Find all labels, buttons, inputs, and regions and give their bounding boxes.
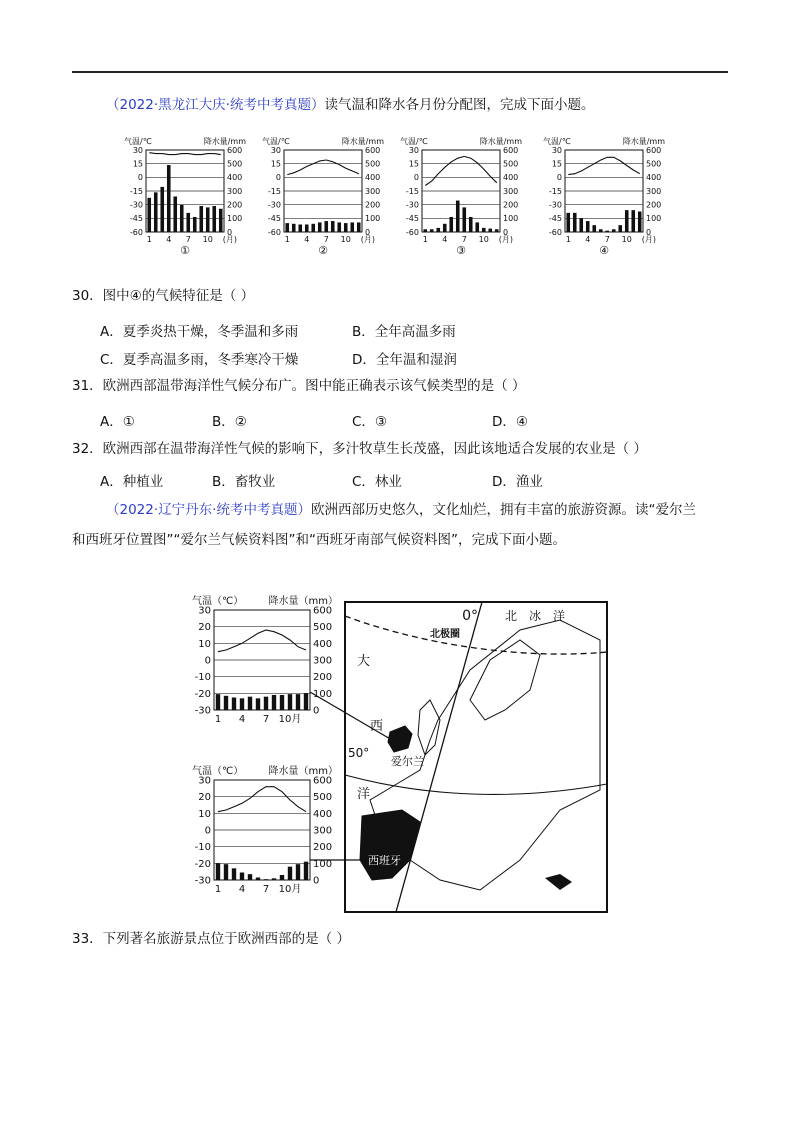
precip-bar-2 xyxy=(154,192,158,232)
precip-bar-4 xyxy=(240,873,244,881)
precip-tick-label: 0 xyxy=(227,227,233,237)
precip-bar-8 xyxy=(331,221,335,232)
temperature-line xyxy=(149,153,221,155)
precip-tick-label: 500 xyxy=(313,622,333,634)
precip-tick-label: 500 xyxy=(313,792,333,804)
precip-bar-10 xyxy=(482,228,486,232)
precip-bar-9 xyxy=(199,206,203,232)
temp-tick-label: -30 xyxy=(194,875,211,887)
precip-bar-8 xyxy=(272,878,276,880)
section2-intro-text-1: 欧洲西部历史悠久，文化灿烂，拥有丰富的旅游资源。读“爱尔兰 xyxy=(310,502,696,518)
precip-bar-1 xyxy=(216,863,220,880)
precip-tick-label: 600 xyxy=(365,145,381,155)
temp-tick-label: 30 xyxy=(198,775,211,787)
temp-tick-label: 20 xyxy=(198,792,211,804)
temp-tick-label: -60 xyxy=(548,227,562,237)
temp-tick-label: -20 xyxy=(194,858,211,870)
precip-axis-label: 降水量/mm xyxy=(203,137,246,146)
temp-tick-label: -20 xyxy=(194,688,211,700)
precip-bar-6 xyxy=(456,201,460,232)
month-tick-label: 10月 xyxy=(278,884,302,895)
climate-charts-row xyxy=(0,125,800,265)
temp-tick-label: -45 xyxy=(267,214,281,224)
precip-tick-label: 300 xyxy=(503,186,519,196)
precip-tick-label: 200 xyxy=(365,200,381,210)
temp-tick-label: 15 xyxy=(132,159,143,169)
month-tick-label: 4 xyxy=(585,235,591,244)
temp-axis-label: 气温/℃ xyxy=(543,137,571,146)
temp-tick-label: -10 xyxy=(194,672,211,684)
precip-tick-label: 0 xyxy=(313,705,320,717)
ireland-label: 爱尔兰 xyxy=(391,755,424,768)
precip-tick-label: 100 xyxy=(646,214,662,224)
precip-bar-10 xyxy=(344,223,348,232)
precip-bar-1 xyxy=(147,198,151,232)
temp-tick-label: 15 xyxy=(551,159,562,169)
precip-bar-9 xyxy=(280,695,284,710)
temp-axis-label: 气温/℃ xyxy=(124,137,152,146)
temp-tick-label: 15 xyxy=(270,159,281,169)
precip-tick-label: 300 xyxy=(313,825,333,837)
month-unit-label: (月) xyxy=(360,235,375,244)
precip-bar-10 xyxy=(206,207,210,232)
precip-tick-label: 100 xyxy=(313,688,333,700)
precip-tick-label: 200 xyxy=(313,842,333,854)
temp-tick-label: -30 xyxy=(548,200,562,210)
temp-axis-label: 气温（℃） xyxy=(192,596,244,607)
precip-tick-label: 500 xyxy=(646,159,662,169)
precip-tick-label: 500 xyxy=(365,159,381,169)
precip-bar-9 xyxy=(280,875,284,880)
month-tick-label: 7 xyxy=(323,235,329,244)
europe-map xyxy=(310,602,607,912)
atlantic-label-3: 洋 xyxy=(357,787,371,802)
precip-tick-label: 0 xyxy=(365,227,371,237)
temp-tick-label: 10 xyxy=(198,638,211,650)
precip-bar-11 xyxy=(631,210,635,232)
precip-tick-label: 400 xyxy=(313,638,333,650)
month-tick-label: 4 xyxy=(304,235,310,244)
month-unit-label: (月) xyxy=(222,235,237,244)
precip-bar-6 xyxy=(256,698,260,710)
climate-chart-ireland xyxy=(192,594,338,725)
temp-tick-label: 30 xyxy=(551,145,562,155)
precip-bar-1 xyxy=(423,229,427,232)
month-tick-label: 4 xyxy=(442,235,448,244)
precip-bar-9 xyxy=(337,222,341,232)
precip-tick-label: 0 xyxy=(313,875,320,887)
chart-caption: ① xyxy=(180,244,190,257)
month-tick-label: 10月 xyxy=(278,714,302,725)
precip-bar-2 xyxy=(224,864,228,880)
precip-bar-1 xyxy=(216,694,220,710)
precip-bar-3 xyxy=(232,698,236,711)
precip-bar-12 xyxy=(219,209,223,232)
arctic-ocean-label: 北 冰 洋 xyxy=(505,609,566,623)
temperature-line xyxy=(568,157,640,174)
precip-axis-label: 降水量/mm xyxy=(341,137,384,146)
precip-bar-5 xyxy=(449,217,453,232)
month-unit-label: (月) xyxy=(641,235,656,244)
precip-bar-5 xyxy=(248,697,252,710)
section2-intro-line1 xyxy=(106,501,696,519)
precip-axis-label: 降水量（mm） xyxy=(268,766,338,777)
section1-intro-text: 读气温和降水各月份分配图，完成下面小题。 xyxy=(324,97,595,113)
q33-stem: 33．下列著名旅游景点位于欧洲西部的是（ ） xyxy=(72,931,350,947)
precip-bar-2 xyxy=(224,696,228,710)
precip-bar-3 xyxy=(232,868,236,880)
precip-bar-8 xyxy=(612,229,616,232)
precip-tick-label: 600 xyxy=(646,145,662,155)
chart-caption: ② xyxy=(318,244,328,257)
precip-bar-9 xyxy=(618,225,622,232)
temp-tick-label: 0 xyxy=(137,173,143,183)
precip-bar-7 xyxy=(264,697,268,710)
precip-tick-label: 400 xyxy=(227,173,243,183)
month-tick-label: 7 xyxy=(262,884,270,895)
temp-tick-label: -10 xyxy=(194,842,211,854)
chart-caption: ④ xyxy=(599,244,609,257)
temp-axis-label: 气温（℃） xyxy=(192,766,244,777)
precip-tick-label: 400 xyxy=(503,173,519,183)
precip-bar-8 xyxy=(193,217,197,232)
q30-option-d[interactable]: D．全年温和湿润 xyxy=(352,352,457,368)
month-tick-label: 1 xyxy=(214,714,222,725)
month-tick-label: 7 xyxy=(604,235,610,244)
temp-tick-label: -30 xyxy=(267,200,281,210)
precip-bar-6 xyxy=(256,878,260,881)
temp-tick-label: 0 xyxy=(204,655,211,667)
precip-tick-label: 400 xyxy=(313,808,333,820)
temp-tick-label: -15 xyxy=(267,186,281,196)
precip-tick-label: 200 xyxy=(313,672,333,684)
temperature-line xyxy=(425,156,497,185)
precip-bar-12 xyxy=(304,693,308,710)
precip-tick-label: 500 xyxy=(503,159,519,169)
month-tick-label: 10 xyxy=(478,235,489,244)
month-tick-label: 1 xyxy=(146,235,152,244)
precip-bar-2 xyxy=(430,229,434,232)
precip-bar-7 xyxy=(462,207,466,232)
temperature-line xyxy=(218,630,306,652)
precip-tick-label: 600 xyxy=(227,145,243,155)
month-tick-label: 7 xyxy=(461,235,467,244)
precip-bar-12 xyxy=(304,862,308,880)
precip-bar-3 xyxy=(298,224,302,232)
q31-stem: 31．欧洲西部温带海洋性气候分布广。图中能正确表示该气候类型的是（ ） xyxy=(72,378,526,394)
precip-bar-10 xyxy=(288,694,292,710)
precip-bar-8 xyxy=(272,695,276,710)
month-tick-label: 1 xyxy=(214,884,222,895)
precip-bar-8 xyxy=(469,217,473,232)
temp-tick-label: -15 xyxy=(548,186,562,196)
temp-tick-label: -15 xyxy=(129,186,143,196)
precip-bar-12 xyxy=(357,222,361,232)
temp-tick-label: -60 xyxy=(267,227,281,237)
temp-tick-label: 15 xyxy=(408,159,419,169)
precip-bar-1 xyxy=(285,223,289,232)
temp-tick-label: -15 xyxy=(405,186,419,196)
month-tick-label: 1 xyxy=(565,235,571,244)
climate-chart-spain xyxy=(192,764,338,895)
precip-bar-3 xyxy=(160,187,164,232)
q32-stem: 32．欧洲西部在温带海洋性气候的影响下，多汁牧草生长茂盛，因此该地适合发展的农业是（ ） xyxy=(72,441,647,457)
temp-tick-label: 0 xyxy=(556,173,562,183)
precip-axis-label: 降水量（mm） xyxy=(268,596,338,607)
temp-tick-label: 10 xyxy=(198,808,211,820)
temp-tick-label: -60 xyxy=(405,227,419,237)
climate-chart-small-1 xyxy=(124,136,246,257)
temp-tick-label: 0 xyxy=(204,825,211,837)
q30-option-c[interactable]: C．夏季高温多雨，冬季寒冷干燥 xyxy=(100,352,299,368)
precip-tick-label: 400 xyxy=(646,173,662,183)
precip-tick-label: 300 xyxy=(227,186,243,196)
atlantic-label-2: 西 xyxy=(370,719,384,734)
temp-tick-label: 20 xyxy=(198,622,211,634)
precip-bar-4 xyxy=(586,221,590,232)
climate-chart-small-3 xyxy=(400,136,522,257)
precip-tick-label: 600 xyxy=(313,775,333,787)
climate-chart-small-2 xyxy=(262,136,384,257)
month-tick-label: 7 xyxy=(262,714,270,725)
precip-bar-5 xyxy=(173,196,177,232)
q32-option-d[interactable]: D．渔业 xyxy=(492,474,543,490)
precip-axis-label: 降水量/mm xyxy=(622,137,665,146)
temp-tick-label: 0 xyxy=(413,173,419,183)
precip-bar-12 xyxy=(495,229,499,232)
temp-tick-label: -45 xyxy=(129,214,143,224)
precip-bar-10 xyxy=(625,210,629,232)
precip-bar-4 xyxy=(167,165,171,232)
precip-tick-label: 300 xyxy=(365,186,381,196)
temp-tick-label: 30 xyxy=(198,605,211,617)
precip-tick-label: 100 xyxy=(503,214,519,224)
arctic-circle-label: 北极圈 xyxy=(430,629,460,640)
q30-option-b[interactable]: B．全年高温多雨 xyxy=(352,324,456,340)
precip-tick-label: 200 xyxy=(227,200,243,210)
precip-tick-label: 400 xyxy=(365,173,381,183)
month-tick-label: 1 xyxy=(422,235,428,244)
chart-caption: ③ xyxy=(456,244,466,257)
precip-bar-2 xyxy=(292,224,296,232)
precip-tick-label: 0 xyxy=(646,227,652,237)
temp-axis-label: 气温/℃ xyxy=(262,137,290,146)
q31-option-c[interactable]: C．③ xyxy=(352,414,388,430)
q31-option-a[interactable]: A．① xyxy=(100,414,135,430)
precip-bar-7 xyxy=(264,879,268,880)
atlantic-label-1: 大 xyxy=(357,654,371,669)
precip-bar-5 xyxy=(311,224,315,232)
q30-stem: 30．图中④的气候特征是（ ） xyxy=(72,288,255,304)
temp-tick-label: 30 xyxy=(408,145,419,155)
precip-tick-label: 200 xyxy=(503,200,519,210)
precip-bar-7 xyxy=(324,221,328,232)
precip-tick-label: 300 xyxy=(313,655,333,667)
section2-intro-line2: 和西班牙位置图”“爱尔兰气候资料图”和“西班牙南部气候资料图”，完成下面小题。 xyxy=(72,532,566,548)
q32-option-c[interactable]: C．林业 xyxy=(352,474,402,490)
precip-bar-5 xyxy=(592,225,596,232)
month-unit-label: (月) xyxy=(498,235,513,244)
temp-tick-label: -45 xyxy=(548,214,562,224)
precip-bar-3 xyxy=(579,218,583,232)
precip-bar-4 xyxy=(305,224,309,232)
temp-tick-label: 0 xyxy=(275,173,281,183)
precip-bar-11 xyxy=(350,222,354,232)
temp-tick-label: 30 xyxy=(270,145,281,155)
section1-intro xyxy=(106,96,594,114)
precip-axis-label: 降水量/mm xyxy=(479,137,522,146)
precip-bar-7 xyxy=(186,213,190,232)
temperature-line xyxy=(218,787,306,812)
precip-bar-4 xyxy=(443,224,447,232)
month-tick-label: 1 xyxy=(284,235,290,244)
precip-bar-11 xyxy=(488,229,492,232)
temperature-line xyxy=(287,160,359,175)
precip-bar-11 xyxy=(296,864,300,880)
temp-tick-label: -60 xyxy=(129,227,143,237)
q31-option-b[interactable]: B．② xyxy=(212,414,247,430)
q30-option-a[interactable]: A．夏季炎热干燥，冬季温和多雨 xyxy=(100,324,299,340)
precip-tick-label: 600 xyxy=(503,145,519,155)
month-tick-label: 10 xyxy=(340,235,351,244)
precip-bar-11 xyxy=(296,694,300,710)
month-tick-label: 4 xyxy=(238,884,246,895)
precip-bar-3 xyxy=(436,228,440,232)
precip-bar-5 xyxy=(248,874,252,880)
q31-option-d[interactable]: D．④ xyxy=(492,414,528,430)
q32-option-a[interactable]: A．种植业 xyxy=(100,474,164,490)
temp-axis-label: 气温/℃ xyxy=(400,137,428,146)
precip-tick-label: 200 xyxy=(646,200,662,210)
header-rule xyxy=(72,71,728,73)
precip-tick-label: 0 xyxy=(503,227,509,237)
precip-bar-12 xyxy=(638,212,642,233)
precip-tick-label: 300 xyxy=(646,186,662,196)
precip-bar-10 xyxy=(288,867,292,880)
section2-source: （2022·辽宁丹东·统考中考真题） xyxy=(106,502,311,518)
precip-bar-7 xyxy=(605,231,609,232)
precip-tick-label: 600 xyxy=(313,605,333,617)
precip-bar-9 xyxy=(475,222,479,232)
temp-tick-label: -30 xyxy=(194,705,211,717)
month-tick-label: 10 xyxy=(202,235,213,244)
temp-tick-label: 30 xyxy=(132,145,143,155)
precip-tick-label: 100 xyxy=(227,214,243,224)
parallel-label: 50° xyxy=(348,746,370,760)
precip-tick-label: 100 xyxy=(365,214,381,224)
temp-tick-label: -30 xyxy=(129,200,143,210)
precip-bar-6 xyxy=(180,205,184,232)
precip-bar-4 xyxy=(240,698,244,710)
ireland-spain-figure xyxy=(0,560,800,920)
precip-tick-label: 500 xyxy=(227,159,243,169)
precip-tick-label: 100 xyxy=(313,858,333,870)
precip-bar-1 xyxy=(566,213,570,232)
month-tick-label: 10 xyxy=(621,235,632,244)
q32-option-b[interactable]: B．畜牧业 xyxy=(212,474,276,490)
temp-tick-label: -45 xyxy=(405,214,419,224)
meridian-label: 0° xyxy=(462,608,478,624)
section1-source: （2022·黑龙江大庆·统考中考真题） xyxy=(106,97,325,113)
precip-bar-2 xyxy=(573,213,577,232)
temp-tick-label: -30 xyxy=(405,200,419,210)
month-tick-label: 4 xyxy=(166,235,172,244)
month-tick-label: 4 xyxy=(238,714,246,725)
climate-chart-small-4 xyxy=(543,136,665,257)
month-tick-label: 7 xyxy=(185,235,191,244)
precip-bar-11 xyxy=(212,206,216,232)
spain-label: 西班牙 xyxy=(368,854,401,867)
precip-bar-6 xyxy=(318,222,322,232)
precip-bar-6 xyxy=(599,229,603,232)
